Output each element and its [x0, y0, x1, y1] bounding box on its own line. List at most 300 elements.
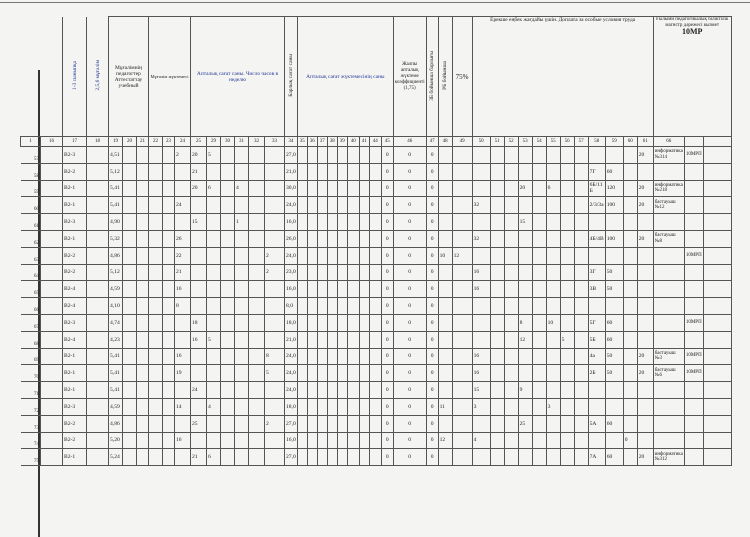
cell-pr1	[472, 331, 490, 348]
cell-mr	[684, 382, 703, 399]
cell-coef: 5,24	[109, 449, 123, 466]
cell-mr: 10МРП	[684, 314, 703, 331]
zero-cell: 0	[381, 214, 393, 231]
col-number: 47	[426, 137, 438, 147]
cell-tot: 27,0	[285, 147, 298, 164]
empty-cell	[87, 365, 109, 382]
cell-z2	[452, 365, 472, 382]
cell-cab	[588, 247, 605, 264]
cell-d2: 5	[265, 365, 285, 382]
empty-cell	[123, 449, 137, 466]
cell-kol: 100	[605, 197, 623, 214]
cell-c	[207, 214, 221, 231]
cell-b: 18	[191, 314, 207, 331]
zero-cell: 0	[393, 230, 426, 247]
cell-z2	[452, 398, 472, 415]
empty-cell	[87, 264, 109, 281]
empty-cell	[317, 281, 327, 298]
cell-p	[637, 398, 653, 415]
row-number: 62	[21, 230, 41, 247]
cell-p	[637, 264, 653, 281]
table-row	[21, 365, 732, 382]
empty-cell	[149, 348, 163, 365]
page-top-edge	[0, 2, 750, 3]
empty-cell	[137, 163, 149, 180]
empty-cell	[297, 281, 307, 298]
empty-cell	[574, 365, 588, 382]
empty-cell	[149, 314, 163, 331]
cell-pr3	[546, 348, 560, 365]
cell-b	[191, 197, 207, 214]
table-row	[21, 197, 732, 214]
empty-cell	[249, 449, 265, 466]
cell-p: 20	[637, 230, 653, 247]
empty-cell	[41, 264, 63, 281]
empty-cell	[137, 382, 149, 399]
empty-cell	[41, 432, 63, 449]
empty-cell	[221, 247, 235, 264]
cell-z1	[438, 197, 452, 214]
cell-c	[207, 382, 221, 399]
cell-cab	[588, 214, 605, 231]
cell-tot: 23,0	[285, 264, 298, 281]
cell-pr4	[560, 314, 574, 331]
empty-cell	[249, 398, 265, 415]
cell-d2	[265, 230, 285, 247]
col-number: 66	[653, 137, 684, 147]
cell-pr4	[560, 449, 574, 466]
col-number: 52	[504, 137, 518, 147]
cell-p	[637, 163, 653, 180]
empty-cell	[87, 314, 109, 331]
cell-kol: 50	[605, 365, 623, 382]
empty-cell	[574, 214, 588, 231]
cell-a	[175, 314, 191, 331]
table-row	[21, 147, 732, 164]
cell-pr2	[518, 298, 532, 315]
zero-cell: 0	[393, 247, 426, 264]
zero-cell: 0	[393, 415, 426, 432]
cell-b	[191, 230, 207, 247]
cell-kol	[605, 398, 623, 415]
empty-cell	[307, 163, 317, 180]
cell-coef: 5,41	[109, 348, 123, 365]
cell-kol2	[623, 348, 637, 365]
row-number: 57	[21, 147, 41, 164]
zero-cell: 0	[381, 449, 393, 466]
cell-d2	[265, 281, 285, 298]
cell-kol2	[623, 247, 637, 264]
empty-cell	[327, 163, 337, 180]
zero-cell: 0	[426, 247, 438, 264]
cell-mr	[684, 281, 703, 298]
empty-cell	[532, 365, 546, 382]
empty-cell	[41, 197, 63, 214]
cell-d2	[265, 180, 285, 197]
cell-z1	[438, 163, 452, 180]
zero-cell: 0	[393, 197, 426, 214]
zero-cell: 0	[381, 398, 393, 415]
cell-z1	[438, 382, 452, 399]
cell-d2	[265, 398, 285, 415]
zero-cell: 0	[381, 264, 393, 281]
empty-cell	[87, 298, 109, 315]
cell-pr4	[560, 415, 574, 432]
empty-cell	[221, 449, 235, 466]
cell-pr1: 16	[472, 264, 490, 281]
empty-cell	[327, 365, 337, 382]
empty-cell	[317, 398, 327, 415]
cell-name	[653, 432, 684, 449]
cell-pr3	[546, 264, 560, 281]
cell-cat: В2-3	[63, 398, 87, 415]
empty-cell	[327, 382, 337, 399]
cell-b	[191, 281, 207, 298]
empty-cell	[504, 398, 518, 415]
zero-cell: 0	[393, 432, 426, 449]
empty-cell	[41, 180, 63, 197]
empty-cell	[327, 264, 337, 281]
header-col14: Мұғалімнің педагогтер Аттестаттау учебный	[109, 17, 149, 137]
zero-cell: 0	[393, 147, 426, 164]
cell-kol2	[623, 365, 637, 382]
cell-cab: 5Б	[588, 331, 605, 348]
empty-cell	[337, 432, 347, 449]
empty-cell	[297, 230, 307, 247]
empty-cell	[369, 264, 381, 281]
empty-cell	[490, 348, 504, 365]
cell-coef: 4,86	[109, 415, 123, 432]
empty-cell	[490, 432, 504, 449]
empty-cell	[163, 365, 175, 382]
empty-cell	[297, 214, 307, 231]
cell-name	[653, 415, 684, 432]
cell-a	[175, 382, 191, 399]
empty-cell	[249, 365, 265, 382]
empty-cell	[163, 398, 175, 415]
empty-cell	[347, 348, 359, 365]
cell-z1	[438, 415, 452, 432]
empty-cell	[574, 163, 588, 180]
empty-cell	[137, 147, 149, 164]
cell-b: 20	[191, 147, 207, 164]
empty-cell	[359, 365, 369, 382]
cell-a: 21	[175, 264, 191, 281]
empty-cell	[123, 281, 137, 298]
empty-cell	[369, 314, 381, 331]
empty-cell	[327, 415, 337, 432]
cell-pr4	[560, 298, 574, 315]
empty-cell	[137, 298, 149, 315]
empty-cell	[369, 432, 381, 449]
empty-cell	[137, 398, 149, 415]
empty-cell	[359, 398, 369, 415]
empty-cell	[87, 281, 109, 298]
zero-cell: 0	[393, 331, 426, 348]
empty-cell	[149, 365, 163, 382]
empty-cell	[137, 180, 149, 197]
empty-cell	[249, 415, 265, 432]
empty-cell	[347, 163, 359, 180]
zero-cell: 0	[381, 348, 393, 365]
row-number: 60	[21, 197, 41, 214]
empty-cell	[703, 365, 731, 382]
col-number: 49	[452, 137, 472, 147]
cell-c	[207, 264, 221, 281]
empty-cell	[41, 214, 63, 231]
empty-cell	[574, 197, 588, 214]
empty-cell	[87, 382, 109, 399]
empty-cell	[123, 432, 137, 449]
empty-cell	[359, 163, 369, 180]
empty-cell	[307, 264, 317, 281]
empty-cell	[249, 281, 265, 298]
row-number: 71	[21, 382, 41, 399]
cell-coef: 4,23	[109, 331, 123, 348]
col-number: 29	[207, 137, 221, 147]
empty-cell	[532, 382, 546, 399]
cell-coef: 5,12	[109, 264, 123, 281]
cell-pr3	[546, 281, 560, 298]
empty-cell	[163, 163, 175, 180]
col-number: 38	[327, 137, 337, 147]
cell-mr	[684, 331, 703, 348]
empty-cell	[87, 348, 109, 365]
empty-cell	[504, 247, 518, 264]
cell-tot: 24,0	[285, 365, 298, 382]
col-number: 21	[137, 137, 149, 147]
empty-cell	[504, 298, 518, 315]
col-number: 25	[191, 137, 207, 147]
empty-cell	[249, 230, 265, 247]
cell-kol: 50	[605, 348, 623, 365]
cell-coef: 5,41	[109, 382, 123, 399]
cell-z1	[438, 298, 452, 315]
cell-tot: 24,0	[285, 197, 298, 214]
empty-cell	[369, 163, 381, 180]
cell-mr	[684, 398, 703, 415]
cell-mr	[684, 432, 703, 449]
row-number: 66	[21, 298, 41, 315]
empty-cell	[337, 398, 347, 415]
cell-tot: 21,0	[285, 163, 298, 180]
cell-p: 20	[637, 180, 653, 197]
empty-cell	[149, 432, 163, 449]
cell-coef: 4,51	[109, 147, 123, 164]
cell-tot: 27,0	[285, 449, 298, 466]
empty-cell	[297, 298, 307, 315]
zero-cell: 0	[393, 314, 426, 331]
cell-cab: 7А	[588, 449, 605, 466]
empty-cell	[41, 415, 63, 432]
empty-cell	[327, 314, 337, 331]
empty-cell	[87, 331, 109, 348]
empty-cell	[123, 415, 137, 432]
cell-kol	[605, 432, 623, 449]
cell-cat: В2-2	[63, 415, 87, 432]
cell-tot: 16,0	[285, 281, 298, 298]
empty-cell	[490, 331, 504, 348]
empty-cell	[163, 180, 175, 197]
header-small: Мұғалім жүктемесі	[149, 17, 191, 137]
cell-name: бастауыш №12	[653, 197, 684, 214]
empty-cell	[327, 331, 337, 348]
empty-cell	[249, 147, 265, 164]
empty-cell	[359, 197, 369, 214]
cell-name: бастауыш №8	[653, 230, 684, 247]
empty-cell	[137, 314, 149, 331]
cell-mr	[684, 197, 703, 214]
cell-d	[235, 382, 249, 399]
cell-pr4	[560, 264, 574, 281]
cell-b: 15	[191, 214, 207, 231]
cell-kol: 60	[605, 449, 623, 466]
cell-pr2: 12	[518, 331, 532, 348]
zero-cell: 0	[426, 147, 438, 164]
empty-cell	[123, 197, 137, 214]
cell-c	[207, 365, 221, 382]
cell-cat: В2-1	[63, 382, 87, 399]
empty-cell	[87, 449, 109, 466]
row-number: 65	[21, 281, 41, 298]
empty-cell	[490, 214, 504, 231]
empty-cell	[574, 432, 588, 449]
empty-cell	[317, 432, 327, 449]
cell-pr1	[472, 314, 490, 331]
empty-cell	[703, 449, 731, 466]
zero-cell: 0	[381, 331, 393, 348]
cell-cab	[588, 432, 605, 449]
empty-cell	[703, 331, 731, 348]
empty-cell	[327, 348, 337, 365]
cell-z2	[452, 281, 472, 298]
empty-cell	[369, 247, 381, 264]
zero-cell: 0	[381, 432, 393, 449]
cell-z2	[452, 348, 472, 365]
empty-cell	[337, 415, 347, 432]
empty-cell	[149, 415, 163, 432]
cell-tot: 18,0	[285, 314, 298, 331]
col-number: 34	[285, 137, 298, 147]
empty-cell	[369, 365, 381, 382]
empty-cell	[163, 247, 175, 264]
empty-cell	[337, 197, 347, 214]
row-number: 69	[21, 348, 41, 365]
cell-tot: 24,0	[285, 382, 298, 399]
header-coef: Жалпы апталық жүктеме коэффициенті (1,75)	[393, 17, 426, 137]
empty-cell	[347, 264, 359, 281]
cell-z2	[452, 163, 472, 180]
zero-cell: 0	[426, 197, 438, 214]
col-number: 37	[317, 137, 327, 147]
empty-cell	[297, 197, 307, 214]
cell-d	[235, 197, 249, 214]
col-number: 57	[574, 137, 588, 147]
zero-cell: 0	[426, 365, 438, 382]
empty-cell	[703, 314, 731, 331]
empty-cell	[137, 214, 149, 231]
col-number: 24	[175, 137, 191, 147]
empty-cell	[337, 365, 347, 382]
cell-pr3	[546, 449, 560, 466]
empty-cell	[359, 331, 369, 348]
cell-pr4	[560, 382, 574, 399]
table-row	[21, 298, 732, 315]
empty-cell	[359, 264, 369, 281]
cell-a	[175, 163, 191, 180]
empty-cell	[504, 365, 518, 382]
cell-pr2: 15	[518, 214, 532, 231]
zero-cell: 0	[381, 365, 393, 382]
empty-cell	[532, 214, 546, 231]
cell-z1	[438, 180, 452, 197]
header-stamp-col2: 2,5,6 мұғалім	[87, 17, 109, 137]
table-row	[21, 230, 732, 247]
empty-cell	[574, 281, 588, 298]
empty-cell	[574, 247, 588, 264]
empty-cell	[297, 449, 307, 466]
empty-cell	[703, 281, 731, 298]
cell-a	[175, 214, 191, 231]
cell-mr	[684, 180, 703, 197]
cell-kol2	[623, 214, 637, 231]
cell-cat: В2-1	[63, 365, 87, 382]
cell-tot: 24,0	[285, 247, 298, 264]
empty-cell	[703, 197, 731, 214]
cell-cat: В2-1	[63, 197, 87, 214]
empty-cell	[307, 314, 317, 331]
cell-name	[653, 163, 684, 180]
cell-b: 21	[191, 163, 207, 180]
cell-pr1: 4	[472, 432, 490, 449]
cell-p: 20	[637, 449, 653, 466]
empty-cell	[149, 298, 163, 315]
empty-cell	[490, 382, 504, 399]
cell-pr2	[518, 147, 532, 164]
empty-cell	[327, 247, 337, 264]
cell-b	[191, 348, 207, 365]
cell-pr3	[546, 163, 560, 180]
cell-a: 16	[175, 432, 191, 449]
empty-cell	[369, 415, 381, 432]
empty-cell	[327, 432, 337, 449]
cell-pr4	[560, 230, 574, 247]
empty-cell	[137, 264, 149, 281]
empty-cell	[703, 382, 731, 399]
header-premium: Ерекше еңбек жағдайы үшін. Доплата за особые условия труда	[472, 17, 653, 137]
empty-cell	[221, 348, 235, 365]
empty-cell	[137, 197, 149, 214]
empty-cell	[359, 247, 369, 264]
empty-cell	[369, 214, 381, 231]
empty-cell	[41, 247, 63, 264]
empty-cell	[703, 214, 731, 231]
zero-cell: 0	[381, 281, 393, 298]
empty-cell	[532, 281, 546, 298]
cell-p	[637, 415, 653, 432]
cell-tot: 21,0	[285, 331, 298, 348]
header-total-hours: Барлық сағат саны	[285, 17, 298, 137]
cell-b: 16	[191, 331, 207, 348]
empty-cell	[87, 247, 109, 264]
empty-cell	[359, 432, 369, 449]
empty-cell	[221, 197, 235, 214]
cell-name	[653, 247, 684, 264]
empty-cell	[532, 432, 546, 449]
empty-cell	[297, 247, 307, 264]
empty-cell	[41, 281, 63, 298]
col-number: 58	[588, 137, 605, 147]
